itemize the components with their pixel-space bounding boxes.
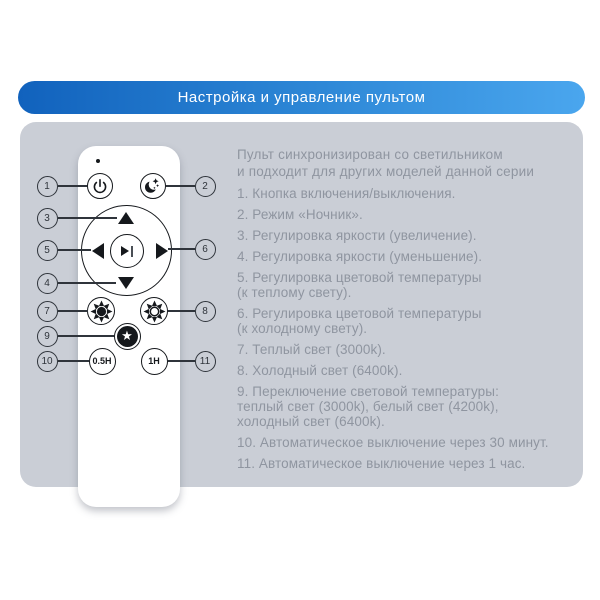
power-button <box>87 173 113 199</box>
power-icon <box>90 176 110 196</box>
instruction-item: 11. Автоматическое выключение через 1 час. <box>237 456 526 471</box>
cold-right-arrow-icon <box>156 243 168 259</box>
callout-line-5 <box>58 249 91 251</box>
star-icon: ★ <box>121 328 133 343</box>
callout-badge-1: 1 <box>37 176 58 197</box>
cold-light-button <box>140 297 168 325</box>
callout-line-4 <box>58 282 117 284</box>
intro-text <box>237 147 583 180</box>
instruction-item: 7. Теплый свет (3000k). <box>237 342 386 357</box>
callout-line-10 <box>58 360 89 362</box>
intro-line: Пульт синхронизирован со светильником <box>237 147 503 162</box>
callout-line-9 <box>58 335 114 337</box>
timer-30min-label: 0.5H <box>92 356 112 366</box>
sun-outline-icon <box>142 299 167 324</box>
instruction-item-continuation: (к теплому свету). <box>237 285 352 300</box>
instructions-text <box>237 147 583 471</box>
callout-line-8 <box>168 310 195 312</box>
instruction-item: 3. Регулировка яркости (увеличение). <box>237 228 477 243</box>
instruction-item: 1. Кнопка включения/выключения. <box>237 186 456 201</box>
remote-illustration <box>78 146 180 507</box>
callout-badge-8: 8 <box>195 301 216 322</box>
callout-badge-5: 5 <box>37 240 58 261</box>
night-mode-button <box>140 173 166 199</box>
sun-filled-icon <box>89 299 114 324</box>
warm-left-arrow-icon <box>92 243 104 259</box>
callout-badge-7: 7 <box>37 301 58 322</box>
callout-badge-11: 11 <box>195 351 216 372</box>
moon-stars-icon <box>142 175 164 197</box>
instruction-item-continuation: теплый свет (3000k), белый свет (4200k), <box>237 399 499 414</box>
timer-1h-label: 1H <box>148 356 160 366</box>
timer-1h-button <box>141 348 168 375</box>
instruction-item: 5. Регулировка цветовой температуры <box>237 270 482 285</box>
callout-line-2 <box>166 185 195 187</box>
dpad-center-button <box>110 234 144 268</box>
callout-line-11 <box>168 360 195 362</box>
instruction-item: 2. Режим «Ночник». <box>237 207 363 222</box>
instruction-item-continuation: холодный свет (6400k). <box>237 414 385 429</box>
brightness-up-icon <box>118 212 134 224</box>
instruction-item: 9. Переключение световой температуры: <box>237 384 499 399</box>
instruction-item: 4. Регулировка яркости (уменьшение). <box>237 249 483 264</box>
led-indicator <box>96 159 100 163</box>
callout-badge-9: 9 <box>37 326 58 347</box>
instruction-item: 10. Автоматическое выключение через 30 минут. <box>237 435 549 450</box>
play-pause-icon <box>121 246 129 256</box>
intro-line: и подходит для других моделей данной серии <box>237 163 535 179</box>
brightness-down-icon <box>118 277 134 289</box>
callout-badge-2: 2 <box>195 176 216 197</box>
callout-line-1 <box>58 185 88 187</box>
callout-badge-10: 10 <box>37 351 58 372</box>
callout-line-7 <box>58 310 88 312</box>
instruction-item: 8. Холодный свет (6400k). <box>237 363 403 378</box>
warm-light-button <box>87 297 115 325</box>
timer-30min-button <box>89 348 116 375</box>
callout-badge-6: 6 <box>195 239 216 260</box>
instruction-item: 6. Регулировка цветовой температуры <box>237 306 482 321</box>
callout-badge-3: 3 <box>37 208 58 229</box>
color-temp-cycle-button <box>114 323 141 350</box>
header-banner <box>18 81 585 114</box>
instruction-item-continuation: (к холодному свету). <box>237 321 368 336</box>
callout-badge-4: 4 <box>37 273 58 294</box>
page-title: Настройка и управление пультом <box>177 89 426 106</box>
callout-line-6 <box>168 248 195 250</box>
callout-line-3 <box>58 217 117 219</box>
